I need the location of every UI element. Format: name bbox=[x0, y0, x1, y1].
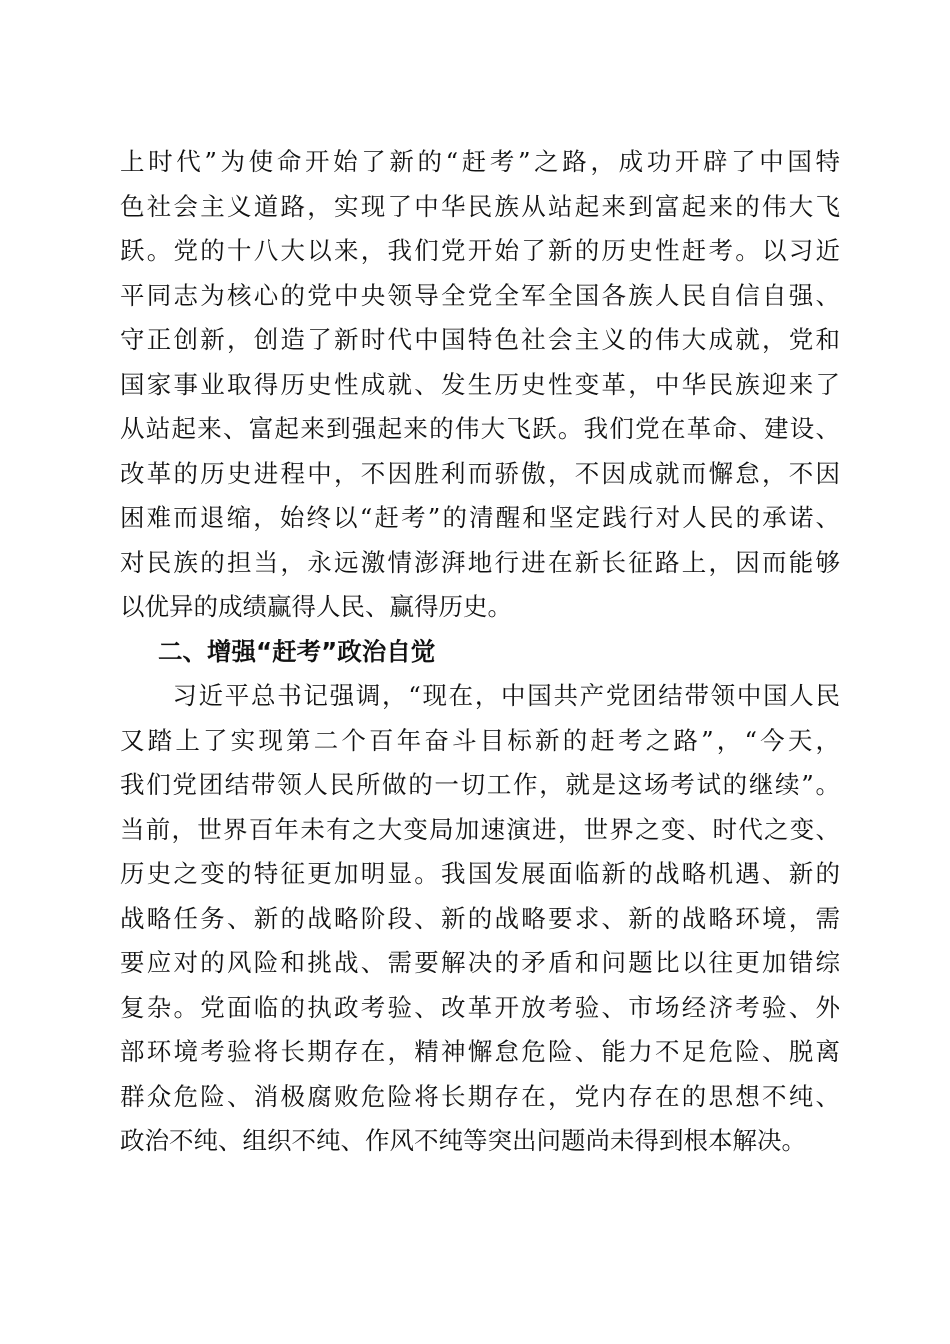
paragraph-1-line-1: 上时代”为使命开始了新的“赶考”之路，成功开辟了中国特 bbox=[120, 147, 840, 176]
paragraph-1-line-6: 国家事业取得历史性成就、发生历史性变革，中华民族迎来了 bbox=[120, 370, 840, 399]
paragraph-2-line-8: 复杂。党面临的执政考验、改革开放考验、市场经济考验、外 bbox=[120, 993, 840, 1022]
paragraph-1-line-5: 守正创新，创造了新时代中国特色社会主义的伟大成就，党和 bbox=[120, 325, 840, 354]
paragraph-2-line-1: 习近平总书记强调，“现在，中国共产党团结带领中国人民 bbox=[120, 681, 840, 710]
paragraph-2-line-9: 部环境考验将长期存在，精神懈怠危险、能力不足危险、脱离 bbox=[120, 1037, 840, 1066]
paragraph-2-line-5: 历史之变的特征更加明显。我国发展面临新的战略机遇、新的 bbox=[120, 859, 840, 888]
paragraph-1-line-4: 平同志为核心的党中央领导全党全军全国各族人民自信自强、 bbox=[120, 281, 840, 310]
paragraph-1-line-7: 从站起来、富起来到强起来的伟大飞跃。我们党在革命、建设、 bbox=[120, 414, 840, 443]
paragraph-2-line-2: 又踏上了实现第二个百年奋斗目标新的赶考之路”，“今天， bbox=[120, 726, 840, 755]
paragraph-1-line-3: 跃。党的十八大以来，我们党开始了新的历史性赶考。以习近 bbox=[120, 236, 840, 265]
paragraph-2-line-6: 战略任务、新的战略阶段、新的战略要求、新的战略环境，需 bbox=[120, 904, 840, 933]
paragraph-1-line-10: 对民族的担当，永远激情澎湃地行进在新长征路上，因而能够 bbox=[120, 548, 840, 577]
paragraph-2-line-11: 政治不纯、组织不纯、作风不纯等突出问题尚未得到根本解决。 bbox=[120, 1126, 806, 1155]
paragraph-1-line-2: 色社会主义道路，实现了中华民族从站起来到富起来的伟大飞 bbox=[120, 192, 840, 221]
paragraph-2-line-10: 群众危险、消极腐败危险将长期存在，党内存在的思想不纯、 bbox=[120, 1082, 840, 1111]
paragraph-2-line-4: 当前，世界百年未有之大变局加速演进，世界之变、时代之变、 bbox=[120, 815, 840, 844]
paragraph-2-line-7: 要应对的风险和挑战、需要解决的矛盾和问题比以往更加错综 bbox=[120, 948, 840, 977]
paragraph-1-line-9: 困难而退缩，始终以“赶考”的清醒和坚定践行对人民的承诺、 bbox=[120, 503, 840, 532]
paragraph-1-line-11: 以优异的成绩赢得人民、赢得历史。 bbox=[120, 592, 512, 621]
paragraph-1-line-8: 改革的历史进程中，不因胜利而骄傲，不因成就而懈怠，不因 bbox=[120, 459, 840, 488]
section-heading-2: 二、增强“赶考”政治自觉 bbox=[158, 637, 436, 666]
paragraph-2-line-3: 我们党团结带领人民所做的一切工作，就是这场考试的继续”。 bbox=[120, 770, 840, 799]
